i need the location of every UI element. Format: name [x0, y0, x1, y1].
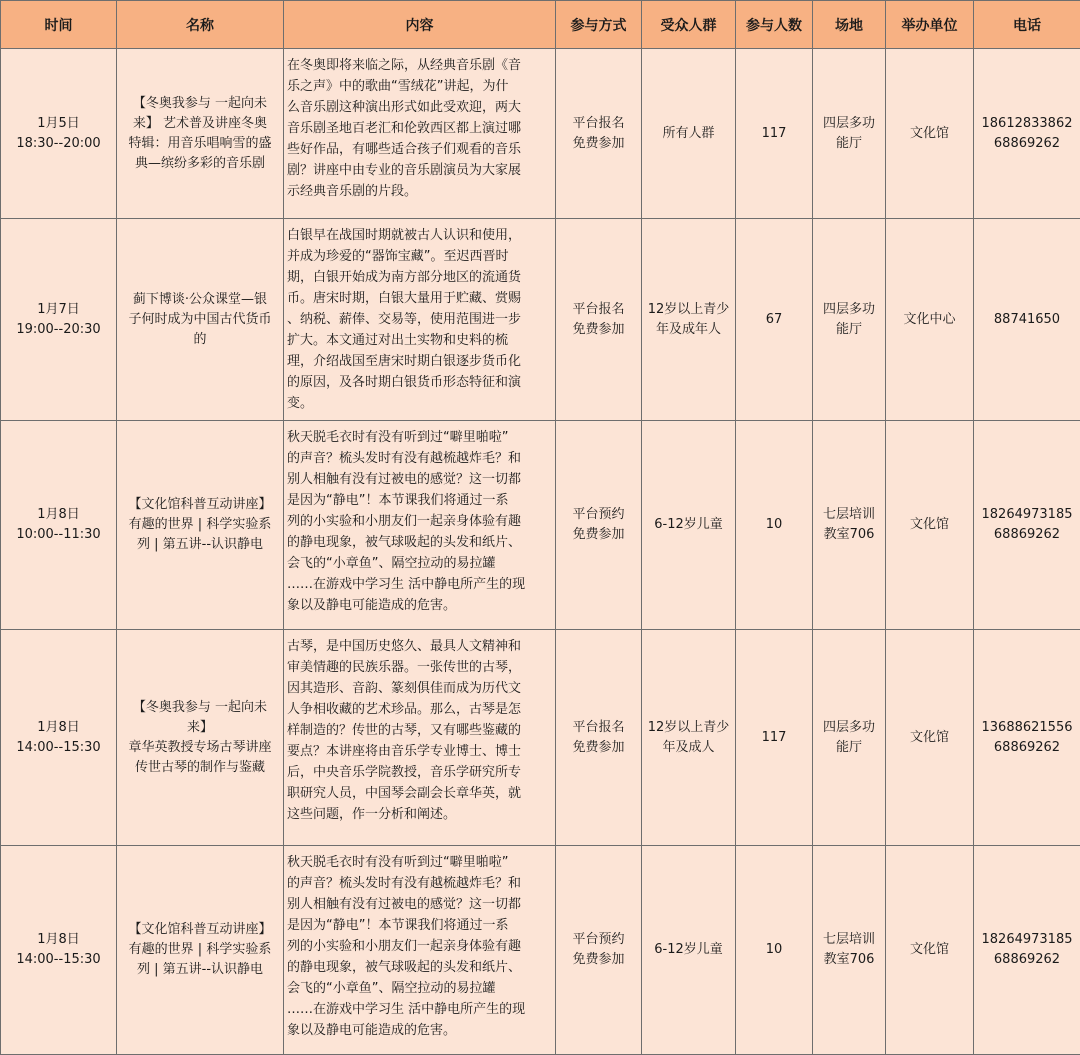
event-content-line: 的声音？梳头发时有没有越梳越炸毛？和 — [287, 448, 552, 469]
event-name-line: 子何时成为中国古代货币 — [120, 310, 280, 330]
event-name-line: 有趣的世界 | 科学实验系 — [120, 515, 280, 535]
venue-line: 四层多功 — [813, 114, 885, 134]
organizer-cell — [886, 49, 974, 219]
organizer-name: 文化馆 — [886, 515, 973, 535]
table-row — [1, 421, 1080, 630]
event-content-line: 音乐剧圣地百老汇和伦敦西区都上演过哪 — [287, 118, 552, 139]
event-content-line: 别人相触有没有过被电的感觉？这一切都 — [287, 469, 552, 490]
participant-count: 10 — [736, 515, 812, 535]
header-count: 参与人数 — [736, 1, 813, 49]
event-name-line: 列 | 第五讲--认识静电 — [120, 535, 280, 555]
event-content-line: 这些问题，作一分析和阐述。 — [287, 804, 552, 825]
event-date: 1月7日 — [1, 300, 116, 320]
phone-cell — [974, 846, 1080, 1055]
organizer-name: 文化中心 — [886, 310, 973, 330]
event-content-line: 列的小实验和小朋友们一起亲身体验有趣 — [287, 511, 552, 532]
participation-method-line: 平台报名 — [556, 300, 641, 320]
event-content-line: 秋天脱毛衣时有没有听到过“噼里啪啦” — [287, 427, 552, 448]
event-date: 1月8日 — [1, 930, 116, 950]
time-cell — [1, 219, 117, 421]
event-content-line: 扩大。本文通过对出土实物和史料的梳 — [287, 330, 552, 351]
count-cell — [736, 846, 813, 1055]
venue-cell — [813, 421, 886, 630]
event-content-line: 的静电现象，被气球吸起的头发和纸片、 — [287, 532, 552, 553]
participation-method-line: 平台预约 — [556, 505, 641, 525]
event-name-line: 列 | 第五讲--认识静电 — [120, 960, 280, 980]
participation-method-line: 免费参加 — [556, 134, 641, 154]
venue-cell — [813, 846, 886, 1055]
audience-cell — [642, 421, 736, 630]
audience-line: 6-12岁儿童 — [642, 515, 735, 535]
phone-number: 68869262 — [974, 950, 1080, 970]
event-name-line: 传世古琴的制作与鉴藏 — [120, 758, 280, 778]
header-organizer: 举办单位 — [886, 1, 974, 49]
count-cell — [736, 49, 813, 219]
event-time: 10:00--11:30 — [1, 525, 116, 545]
venue-line: 能厅 — [813, 738, 885, 758]
event-name-line: 蓟下博谈·公众课堂—银 — [120, 290, 280, 310]
event-content-line: 会飞的“小章鱼”、隔空拉动的易拉罐 — [287, 978, 552, 999]
event-name-line: 【冬奥我参与 一起向未 — [120, 94, 280, 114]
participation-method-line: 平台预约 — [556, 930, 641, 950]
table-row — [1, 49, 1080, 219]
organizer-cell — [886, 630, 974, 846]
venue-line: 教室706 — [813, 950, 885, 970]
event-content-line: 别人相触有没有过被电的感觉？这一切都 — [287, 894, 552, 915]
audience-line: 年及成年人 — [642, 320, 735, 340]
event-content-line: 些好作品，有哪些适合孩子们观看的音乐 — [287, 139, 552, 160]
event-content-line: 样制造的？传世的古琴，又有哪些鉴藏的 — [287, 720, 552, 741]
event-name-line: 章华英教授专场古琴讲座 — [120, 738, 280, 758]
name-cell — [117, 219, 284, 421]
audience-cell — [642, 219, 736, 421]
participant-count: 117 — [736, 124, 812, 144]
name-cell — [117, 846, 284, 1055]
phone-cell — [974, 630, 1080, 846]
venue-line: 能厅 — [813, 134, 885, 154]
event-name-line: 【文化馆科普互动讲座】 — [120, 495, 280, 515]
event-content-line: 古琴，是中国历史悠久、最具人文精神和 — [287, 636, 552, 657]
participation-method-line: 平台报名 — [556, 114, 641, 134]
phone-number: 88741650 — [974, 310, 1080, 330]
header-audience: 受众人群 — [642, 1, 736, 49]
organizer-cell — [886, 421, 974, 630]
count-cell — [736, 421, 813, 630]
organizer-name: 文化馆 — [886, 124, 973, 144]
content-cell — [284, 630, 556, 846]
event-content-line: 在冬奥即将来临之际，从经典音乐剧《音 — [287, 55, 552, 76]
event-name-line: 【冬奥我参与 一起向未 — [120, 698, 280, 718]
event-content-line: 秋天脱毛衣时有没有听到过“噼里啪啦” — [287, 852, 552, 873]
event-content-line: 乐之声》中的歌曲“雪绒花”讲起，为什 — [287, 76, 552, 97]
method-cell — [556, 846, 642, 1055]
time-cell — [1, 630, 117, 846]
time-cell — [1, 846, 117, 1055]
event-date: 1月8日 — [1, 505, 116, 525]
event-content-line: 因其造形、音韵、篆刻俱佳而成为历代文 — [287, 678, 552, 699]
content-cell — [284, 421, 556, 630]
phone-cell — [974, 421, 1080, 630]
event-content-line: 币。唐宋时期，白银大量用于贮藏、赏赐 — [287, 288, 552, 309]
venue-line: 四层多功 — [813, 300, 885, 320]
venue-line: 七层培训 — [813, 505, 885, 525]
participation-method-line: 平台报名 — [556, 718, 641, 738]
venue-cell — [813, 630, 886, 846]
event-time: 19:00--20:30 — [1, 320, 116, 340]
event-content-line: 会飞的“小章鱼”、隔空拉动的易拉罐 — [287, 553, 552, 574]
count-cell — [736, 219, 813, 421]
header-time: 时间 — [1, 1, 117, 49]
audience-line: 年及成人 — [642, 738, 735, 758]
event-content-line: 么音乐剧这种演出形式如此受欢迎，两大 — [287, 97, 552, 118]
event-time: 14:00--15:30 — [1, 738, 116, 758]
venue-line: 四层多功 — [813, 718, 885, 738]
participation-method-line: 免费参加 — [556, 950, 641, 970]
audience-cell — [642, 49, 736, 219]
phone-number: 68869262 — [974, 134, 1080, 154]
participation-method-line: 免费参加 — [556, 320, 641, 340]
event-name-line: 有趣的世界 | 科学实验系 — [120, 940, 280, 960]
event-name-line: 来】 — [120, 718, 280, 738]
phone-number: 18612833862 — [974, 114, 1080, 134]
event-date: 1月5日 — [1, 114, 116, 134]
event-content-line: 的静电现象，被气球吸起的头发和纸片、 — [287, 957, 552, 978]
event-content-line: 象以及静电可能造成的危害。 — [287, 1020, 552, 1041]
table-row — [1, 630, 1080, 846]
participation-method-line: 免费参加 — [556, 525, 641, 545]
participant-count: 10 — [736, 940, 812, 960]
venue-cell — [813, 219, 886, 421]
event-name-line: 【文化馆科普互动讲座】 — [120, 920, 280, 940]
event-content-line: 审美情趣的民族乐器。一张传世的古琴， — [287, 657, 552, 678]
event-content-line: 列的小实验和小朋友们一起亲身体验有趣 — [287, 936, 552, 957]
event-content-line: ……在游戏中学习生 活中静电所产生的现 — [287, 999, 552, 1020]
time-cell — [1, 49, 117, 219]
event-time: 14:00--15:30 — [1, 950, 116, 970]
event-content-line: 是因为“静电”！本节课我们将通过一系 — [287, 915, 552, 936]
content-cell — [284, 49, 556, 219]
event-content-line: 象以及静电可能造成的危害。 — [287, 595, 552, 616]
event-time: 18:30--20:00 — [1, 134, 116, 154]
event-content-line: 剧？讲座中由专业的音乐剧演员为大家展 — [287, 160, 552, 181]
method-cell — [556, 421, 642, 630]
organizer-name: 文化馆 — [886, 940, 973, 960]
organizer-name: 文化馆 — [886, 728, 973, 748]
audience-line: 12岁以上青少 — [642, 300, 735, 320]
venue-line: 教室706 — [813, 525, 885, 545]
content-cell — [284, 219, 556, 421]
audience-line: 6-12岁儿童 — [642, 940, 735, 960]
organizer-cell — [886, 219, 974, 421]
phone-number: 18264973185 — [974, 505, 1080, 525]
event-content-line: 期，白银开始成为南方部分地区的流通货 — [287, 267, 552, 288]
content-cell — [284, 846, 556, 1055]
event-content-line: 是因为“静电”！本节课我们将通过一系 — [287, 490, 552, 511]
participant-count: 67 — [736, 310, 812, 330]
phone-cell — [974, 219, 1080, 421]
event-content-line: 后，中央音乐学院教授，音乐学研究所专 — [287, 762, 552, 783]
time-cell — [1, 421, 117, 630]
event-content-line: 白银早在战国时期就被古人认识和使用， — [287, 225, 552, 246]
header-method: 参与方式 — [556, 1, 642, 49]
event-name-line: 典—缤纷多彩的音乐剧 — [120, 154, 280, 174]
event-content-line: 示经典音乐剧的片段。 — [287, 181, 552, 202]
name-cell — [117, 421, 284, 630]
event-content-line: 并成为珍爱的“器饰宝藏”。至迟西晋时 — [287, 246, 552, 267]
phone-number: 68869262 — [974, 738, 1080, 758]
event-content-line: 的声音？梳头发时有没有越梳越炸毛？和 — [287, 873, 552, 894]
table-row — [1, 219, 1080, 421]
audience-cell — [642, 846, 736, 1055]
header-name: 名称 — [117, 1, 284, 49]
participant-count: 117 — [736, 728, 812, 748]
header-phone: 电话 — [974, 1, 1080, 49]
event-content-line: 变。 — [287, 393, 552, 414]
event-content-line: 要点？本讲座将由音乐学专业博士、博士 — [287, 741, 552, 762]
phone-number: 13688621556 — [974, 718, 1080, 738]
event-content-line: 人争相收藏的艺术珍品。那么，古琴是怎 — [287, 699, 552, 720]
count-cell — [736, 630, 813, 846]
event-name-line: 来】 艺术普及讲座冬奥 — [120, 114, 280, 134]
header-content: 内容 — [284, 1, 556, 49]
venue-cell — [813, 49, 886, 219]
header-venue: 场地 — [813, 1, 886, 49]
name-cell — [117, 630, 284, 846]
method-cell — [556, 49, 642, 219]
organizer-cell — [886, 846, 974, 1055]
venue-line: 能厅 — [813, 320, 885, 340]
event-name-line: 特辑：用音乐唱响雪的盛 — [120, 134, 280, 154]
venue-line: 七层培训 — [813, 930, 885, 950]
event-date: 1月8日 — [1, 718, 116, 738]
event-content-line: 、纳税、薪俸、交易等，使用范围进一步 — [287, 309, 552, 330]
method-cell — [556, 630, 642, 846]
phone-cell — [974, 49, 1080, 219]
event-content-line: ……在游戏中学习生 活中静电所产生的现 — [287, 574, 552, 595]
event-content-line: 职研究人员，中国琴会副会长章华英，就 — [287, 783, 552, 804]
header-row — [1, 1, 1080, 49]
event-content-line: 理，介绍战国至唐宋时期白银逐步货币化 — [287, 351, 552, 372]
audience-cell — [642, 630, 736, 846]
event-content-line: 的原因，及各时期白银货币形态特征和演 — [287, 372, 552, 393]
participation-method-line: 免费参加 — [556, 738, 641, 758]
table-row — [1, 846, 1080, 1055]
method-cell — [556, 219, 642, 421]
name-cell — [117, 49, 284, 219]
phone-number: 18264973185 — [974, 930, 1080, 950]
event-name-line: 的 — [120, 330, 280, 350]
audience-line: 12岁以上青少 — [642, 718, 735, 738]
phone-number: 68869262 — [974, 525, 1080, 545]
audience-line: 所有人群 — [642, 124, 735, 144]
